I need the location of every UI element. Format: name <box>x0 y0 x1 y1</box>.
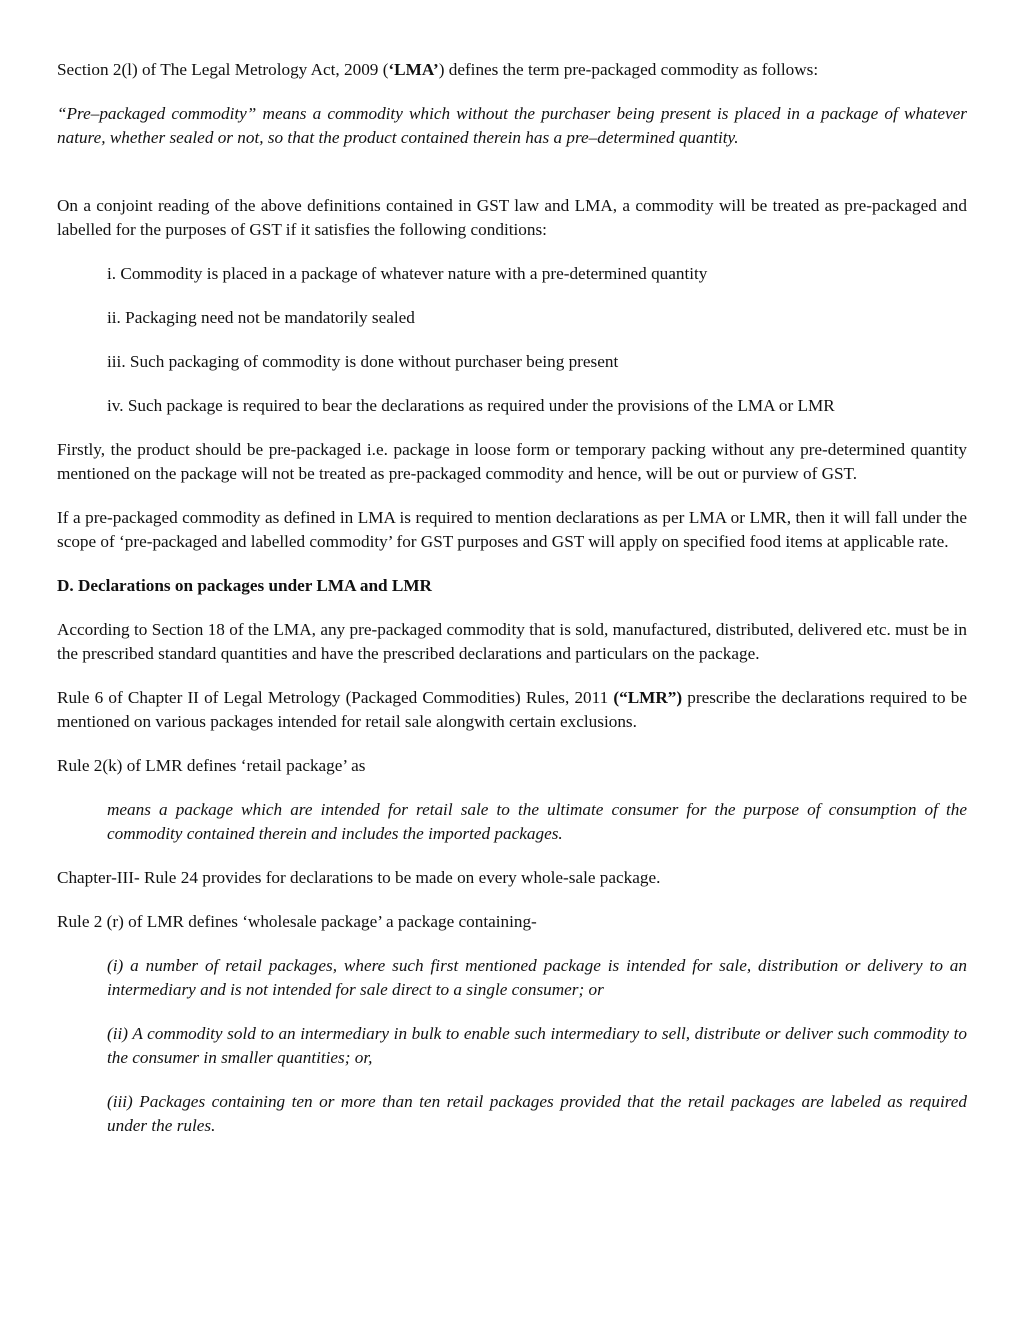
paragraph-section-18: According to Section 18 of the LMA, any pre-packaged commodity that is sold, manufactured, distributed, delivered etc. must be in the prescribed standard quantities and have the prescribed declarations and particulars on the package. <box>57 620 967 663</box>
text-segment: ) defines the term pre-packaged commodity as follows: <box>438 60 819 79</box>
paragraph-rule-2r: Rule 2 (r) of LMR defines ‘wholesale package’ a package containing- <box>57 912 537 931</box>
paragraph-conjoint-reading: On a conjoint reading of the above definitions contained in GST law and LMA, a commodity will be treated as pre-packaged and labelled for the purposes of GST if it satisfies the following conditions: <box>57 196 967 239</box>
wholesale-item-2: (ii) A commodity sold to an intermediary in bulk to enable such intermediary to sell, distribute or deliver such commodity to the consumer in smaller quantities; or, <box>107 1024 967 1067</box>
paragraph-scope: If a pre-packaged commodity as defined in LMA is required to mention declarations as per LMA or LMR, then it will fall under the scope of ‘pre-packaged and labelled commodity’ for GST purposes and GST will apply on specified food items at applicable rate. <box>57 508 967 551</box>
wholesale-item-3: (iii) Packages containing ten or more than ten retail packages provided that the retail packages are labeled as required under the rules. <box>107 1092 967 1135</box>
condition-item-1: i. Commodity is placed in a package of whatever nature with a pre-determined quantity <box>107 264 708 283</box>
paragraph-rule-6 <box>57 686 967 734</box>
text-segment: Rule 6 of Chapter II of Legal Metrology (Packaged Commodities) Rules, 2011 <box>57 688 614 707</box>
wholesale-item-1: (i) a number of retail packages, where such first mentioned package is intended for sale, distribution or delivery to an intermediary and is not intended for sale direct to a single consumer; or <box>107 956 967 999</box>
condition-item-2: ii. Packaging need not be mandatorily sealed <box>107 308 415 327</box>
document-page <box>57 58 967 1138</box>
paragraph-firstly: Firstly, the product should be pre-packaged i.e. package in loose form or temporary packing without any pre-determined quantity mentioned on the package will not be treated as pre-packaged commodity and hence, will be out or purview of GST. <box>57 440 967 483</box>
bold-term-lma: ‘LMA’ <box>388 60 439 79</box>
section-heading-d: D. Declarations on packages under LMA and LMR <box>57 576 432 595</box>
text-segment: Section 2(l) of The Legal Metrology Act, 2009 ( <box>57 60 389 79</box>
quote-prepackaged-commodity-definition: “Pre–packaged commodity” means a commodity which without the purchaser being present is placed in a package of whatever nature, whether sealed or not, so that the product contained therein has a pre–determined quantity. <box>57 104 967 147</box>
paragraph-lma-definition-intro <box>57 58 967 82</box>
paragraph-rule-2k: Rule 2(k) of LMR defines ‘retail package’ as <box>57 756 366 775</box>
text-segment: prescribe the declarations required to be mentioned on various packages intended for retail sale alongwith certain exclusions. <box>57 688 967 731</box>
bold-term-lmr: (“LMR”) <box>613 688 683 707</box>
condition-item-3: iii. Such packaging of commodity is done without purchaser being present <box>107 352 619 371</box>
paragraph-rule-24: Chapter-III- Rule 24 provides for declarations to be made on every whole-sale package. <box>57 868 661 887</box>
condition-item-4: iv. Such package is required to bear the declarations as required under the provisions of the LMA or LMR <box>107 396 835 415</box>
quote-retail-package-definition: means a package which are intended for retail sale to the ultimate consumer for the purpose of consumption of the commodity contained therein and includes the imported packages. <box>107 800 967 843</box>
